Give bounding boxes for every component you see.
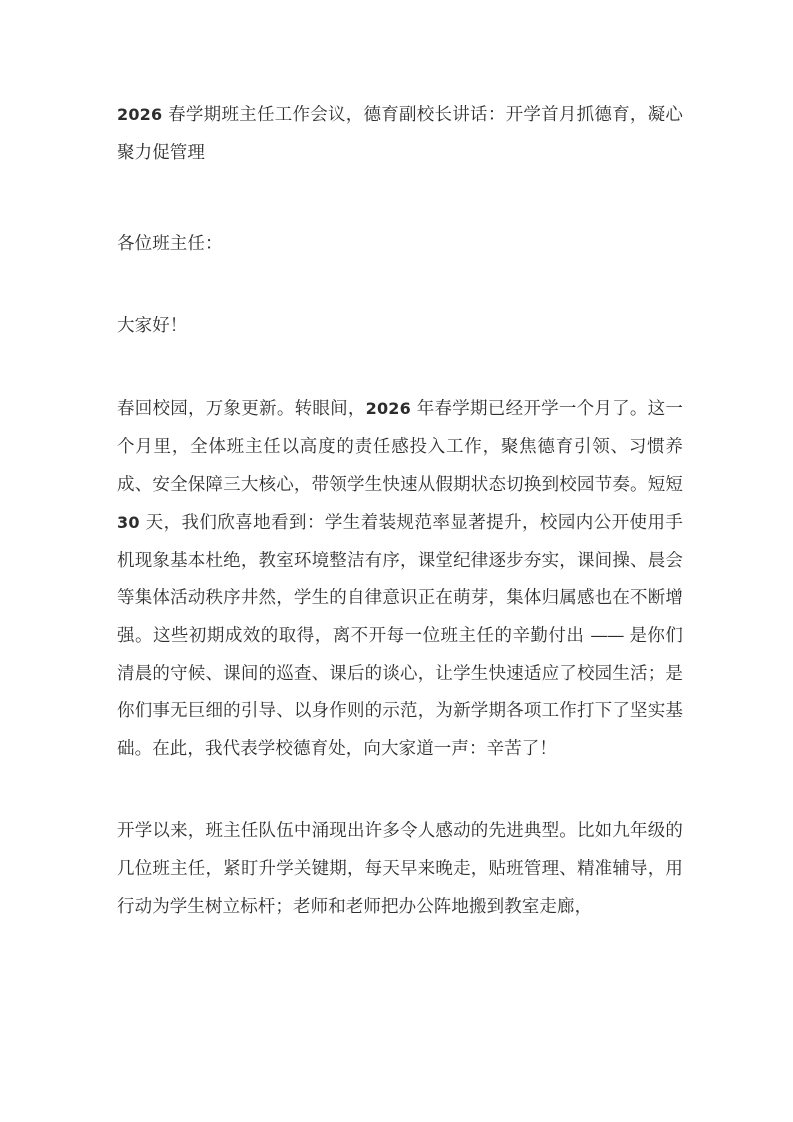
spacer-after-salutation xyxy=(117,264,683,308)
inline-days: 30 xyxy=(117,513,140,533)
document-title: 2026 春学期班主任工作会议，德育副校长讲话：开学首月抓德育，凝心聚力促管理 xyxy=(117,105,683,163)
title-year: 2026 xyxy=(117,105,163,124)
salutation: 各位班主任： xyxy=(117,234,223,255)
spacer-after-greeting xyxy=(117,345,683,390)
em-dash: —— xyxy=(590,625,624,646)
paragraph-2: 开学以来，班主任队伍中涌现出许多令人感动的先进典型。比如九年级的几位班主任，紧盯升学关键期，每天早来晚走，贴班管理、精准辅导，用行动为学生树立标杆；老师和老师把办公阵地搬到教室走廊， xyxy=(117,821,683,917)
paragraph-1: 春回校园，万象更新。转眼间，2026 年春学期已经开学一个月了。这一个月里，全体班主任以高度的责任感投入工作，聚焦德育引领、习惯养成、安全保障三大核心，带领学生快速从假期状态切换到校园节奏。短短 30 天，我们欣喜地看到：学生着装规范率显著提升，校园内公开使用手机现象基本杜绝，教室环境整洁有序，课堂纪律逐步夯实，课间操、晨会等集体活动秩序井然，学生的自律意识正在萌芽，集体归属感也在不断增强。这些初期成效的取得，离不开每一位班主任的辛勤付出 —— 是你们清晨的守候、课间的巡查、课后的谈心，让学生快速适应了校园生活；是你们事无巨细的引导、以身作则的示范，为新学期各项工作打下了坚实基础。在此，我代表学校德育处，向大家道一声：辛苦了！ xyxy=(117,399,683,759)
greeting: 大家好！ xyxy=(117,315,188,336)
document-body xyxy=(117,96,683,926)
spacer-between-paragraphs xyxy=(117,768,683,813)
inline-year: 2026 xyxy=(365,399,411,419)
spacer-after-title xyxy=(117,172,683,226)
